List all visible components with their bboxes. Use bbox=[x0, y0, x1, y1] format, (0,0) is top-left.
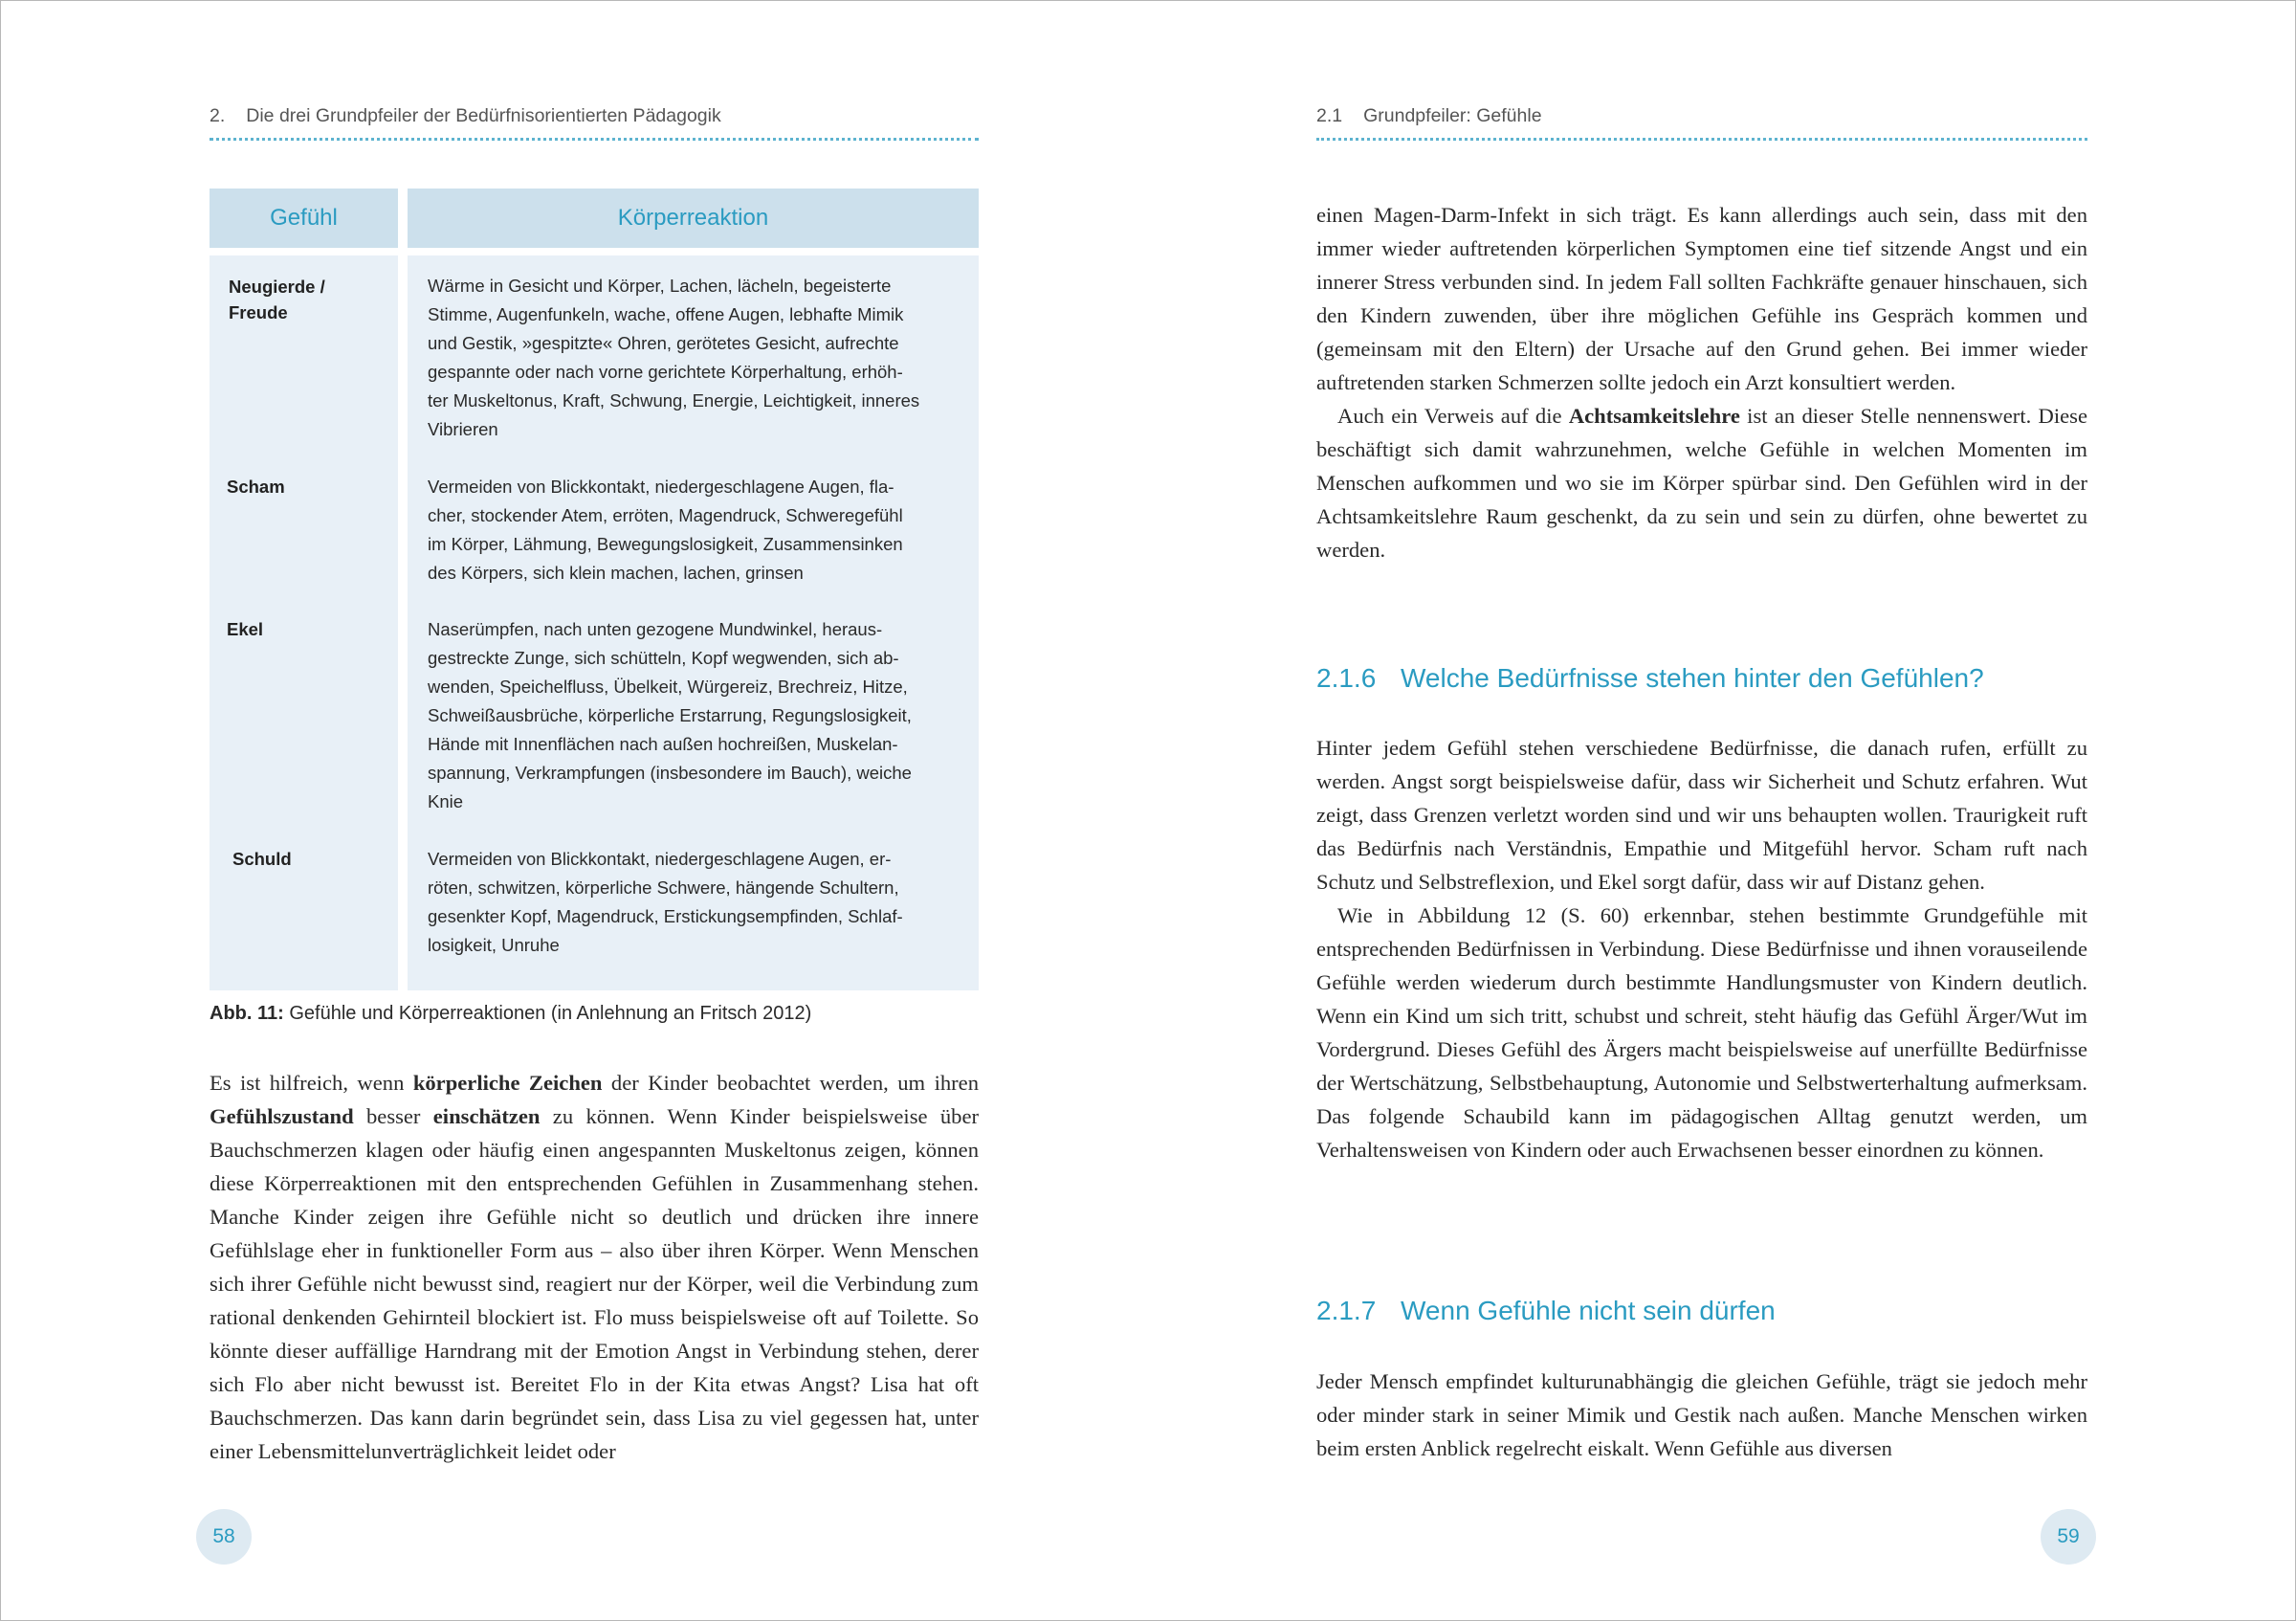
feeling-label: Schuld bbox=[232, 849, 292, 869]
table-row-label bbox=[227, 616, 389, 642]
table-row-text bbox=[428, 272, 963, 444]
body-text-middle bbox=[1316, 731, 2087, 1166]
paragraph bbox=[210, 1066, 979, 1468]
heading-number: 2.1.6 bbox=[1316, 663, 1377, 693]
reaction-line: cher, stockender Atem, erröten, Magendruck, Schweregefühl bbox=[428, 505, 903, 525]
left-page bbox=[210, 0, 979, 1621]
reaction-line: Stimme, Augenfunkeln, wache, offene Augen, lebhafte Mimik bbox=[428, 304, 904, 324]
body-paragraph-left bbox=[210, 1066, 979, 1468]
text-run: der Kinder beobachtet werden, um ihren bbox=[602, 1071, 979, 1095]
table-row-label bbox=[227, 474, 389, 500]
text-run: besser bbox=[353, 1104, 433, 1128]
caption-text: Gefühle und Körperreaktionen (in Anlehnung an Fritsch 2012) bbox=[289, 1003, 812, 1024]
reaction-line: gespannte oder nach vorne gerichtete Körperhaltung, erhöh- bbox=[428, 362, 903, 382]
heading-title: Welche Bedürfnisse stehen hinter den Gefühlen? bbox=[1401, 663, 1984, 693]
reaction-line: Vermeiden von Blickkontakt, niedergeschlagene Augen, er- bbox=[428, 849, 892, 869]
paragraph: Wie in Abbildung 12 (S. 60) erkennbar, stehen bestimmte Grundgefühle mit entsprechenden Bedürfnissen in Verbindung. Diese Bedürfnisse und ihnen vorauseilende Gefühle werden wiederum durch bestimmte Handlungsmuster von Kindern deutlich. Wenn ein Kind um sich tritt, schubst und schreit, steht häufig das Gefühl Ärger/Wut im Vordergrund. Dieses Gefühl des Ärgers macht beispielsweise auf unerfüllte Bedürfnisse der Wertschätzung, Selbstbehauptung, Autonomie und Selbstwerterhaltung aufmerksam. Das folgende Schaubild kann im pädagogischen Alltag genutzt werden, um Verhaltensweisen von Kindern oder auch Erwachsenen besser einordnen zu können. bbox=[1316, 903, 2087, 1162]
reaction-line: ter Muskeltonus, Kraft, Schwung, Energie, Leichtigkeit, inneres bbox=[428, 390, 920, 411]
running-head-right bbox=[1316, 105, 2087, 127]
section-number: 2.1 bbox=[1316, 105, 1343, 126]
table-row-text bbox=[428, 615, 963, 816]
heading-number: 2.1.7 bbox=[1316, 1296, 1377, 1325]
chapter-title: Die drei Grundpfeiler der Bedürfnisorientierten Pädagogik bbox=[246, 105, 721, 126]
reaction-line: im Körper, Lähmung, Bewegungslosigkeit, Zusammensinken bbox=[428, 534, 903, 554]
page-number-left: 58 bbox=[196, 1509, 252, 1565]
text-run: ist an dieser Stelle nennenswert. Diese beschäftigt sich damit wahrzunehmen, welche Gefühle in welchen Momenten im Menschen aufkommen und wo sie im Körper spürbar sind. Den Gefühlen wird in der Achtsamkeitslehre Raum geschenkt, da zu sein und sein zu dürfen, ohne bewertet zu werden. bbox=[1316, 404, 2087, 562]
table-row-label bbox=[229, 274, 391, 325]
paragraph: einen Magen-Darm-Infekt in sich trägt. Es kann allerdings auch sein, dass mit den immer wieder auftretenden körperlichen Symptomen eine tief sitzende Angst und ein innerer Stress verbunden sind. In jedem Fall sollten Fachkräfte genauer hinschauen, sich den Kindern zuwenden, über ihre möglichen Gefühle ins Gespräch kommen und (gemeinsam mit den Eltern) der Ursache auf den Grund gehen. Bei immer wieder auftretenden starken Schmerzen sollte jedoch ein Arzt konsultiert werden. bbox=[1316, 203, 2087, 394]
bold-term: Gefühlszustand bbox=[210, 1104, 354, 1128]
dotted-rule-right bbox=[1316, 138, 2087, 141]
bold-term: Achtsamkeitslehre bbox=[1568, 404, 1740, 428]
body-text-bottom bbox=[1316, 1365, 2087, 1465]
reaction-line: Hände mit Innenflächen nach außen hochreißen, Muskelan- bbox=[428, 734, 898, 754]
running-head-left bbox=[210, 105, 979, 127]
reaction-line: losigkeit, Unruhe bbox=[428, 935, 560, 955]
feelings-table bbox=[210, 189, 979, 990]
table-row-text bbox=[428, 473, 963, 588]
paragraph bbox=[1316, 399, 2087, 566]
page-number-right: 59 bbox=[2041, 1509, 2096, 1565]
reaction-line: gestreckte Zunge, sich schütteln, Kopf wegwenden, sich ab- bbox=[428, 648, 899, 668]
reaction-line: gesenkter Kopf, Magendruck, Erstickungsempfinden, Schlaf- bbox=[428, 906, 903, 926]
reaction-line: des Körpers, sich klein machen, lachen, grinsen bbox=[428, 563, 804, 583]
dotted-rule-left bbox=[210, 138, 979, 141]
reaction-line: Naserümpfen, nach unten gezogene Mundwinkel, heraus- bbox=[428, 619, 883, 639]
reaction-line: röten, schwitzen, körperliche Schwere, hängende Schultern, bbox=[428, 877, 899, 898]
table-header-body-reaction: Körperreaktion bbox=[408, 189, 979, 248]
reaction-line: Vibrieren bbox=[428, 419, 498, 439]
feeling-label: Ekel bbox=[227, 619, 264, 639]
paragraph: Hinter jedem Gefühl stehen verschiedene Bedürfnisse, die danach rufen, erfüllt zu werden. Angst sorgt beispielsweise dafür, dass wir Sicherheit und Schutz erfahren. Wut zeigt, dass Grenzen verletzt worden sind und wir uns behaupten wollen. Traurigkeit ruft das Bedürfnis nach Verständnis, Empathie und Mitgefühl hervor. Scham ruft nach Schutz und Selbstreflexion, und Ekel sorgt dafür, dass wir auf Distanz gehen. bbox=[1316, 736, 2087, 894]
table-row-label bbox=[232, 846, 395, 872]
body-text-top bbox=[1316, 198, 2087, 566]
text-run: Auch ein Verweis auf die bbox=[1337, 404, 1569, 428]
bold-term: einschätzen bbox=[432, 1104, 541, 1128]
reaction-line: spannung, Verkrampfungen (insbesondere im Bauch), weiche bbox=[428, 763, 912, 783]
table-row-text bbox=[428, 845, 963, 960]
table-header-feeling: Gefühl bbox=[210, 189, 398, 248]
paragraph: Jeder Mensch empfindet kulturunabhängig die gleichen Gefühle, trägt sie jedoch mehr oder minder stark in seiner Mimik und Gestik nach außen. Manche Menschen wirken beim ersten Anblick regelrecht eiskalt. Wenn Gefühle aus diversen bbox=[1316, 1369, 2087, 1460]
text-run: Es ist hilfreich, wenn bbox=[210, 1071, 413, 1095]
feeling-label: Freude bbox=[229, 302, 288, 322]
reaction-line: Schweißausbrüche, körperliche Erstarrung, Regungslosigkeit, bbox=[428, 705, 912, 725]
figure-caption bbox=[210, 1003, 979, 1025]
reaction-line: Vermeiden von Blickkontakt, niedergeschlagene Augen, fla- bbox=[428, 477, 894, 497]
feeling-label: Scham bbox=[227, 477, 285, 497]
reaction-line: Wärme in Gesicht und Körper, Lachen, lächeln, begeisterte bbox=[428, 276, 892, 296]
chapter-number: 2. bbox=[210, 105, 226, 126]
section-title: Grundpfeiler: Gefühle bbox=[1363, 105, 1542, 126]
heading-title: Wenn Gefühle nicht sein dürfen bbox=[1401, 1296, 1776, 1325]
heading-2-1-7 bbox=[1316, 1296, 1776, 1326]
reaction-line: Knie bbox=[428, 791, 464, 811]
text-run: zu können. Wenn Kinder beispielsweise über Bauchschmerzen klagen oder häufig einen angespannten Muskeltonus zeigen, können diese Körperreaktionen mit den entsprechenden Gefühlen in Zusammenhang stehen. Manche Kinder zeigen ihre Gefühle nicht so deutlich und drücken ihre innere Gefühlslage eher in funktioneller Form aus – also über ihren Körper. Wenn Menschen sich ihrer Gefühle nicht bewusst sind, reagiert nur der Körper, weil die Verbindung zum rational denkenden Gehirnteil blockiert ist. Flo muss beispielsweise oft auf Toilette. So könnte dieser auffällige Harndrang mit der Emotion Angst in Verbindung stehen, derer sich Flo aber nicht bewusst ist. Bereitet Flo in der Kita etwas Angst? Lisa hat oft Bauchschmerzen. Das kann darin begründet sein, dass Lisa zu viel gegessen hat, unter einer Lebensmittelunverträglichkeit leidet oder bbox=[210, 1104, 979, 1463]
reaction-line: und Gestik, »gespitzte« Ohren, gerötetes Gesicht, aufrechte bbox=[428, 333, 899, 353]
feeling-label: Neugierde / bbox=[229, 277, 325, 297]
right-page bbox=[1316, 0, 2087, 1621]
caption-label: Abb. 11: bbox=[210, 1003, 284, 1024]
reaction-line: wenden, Speichelfluss, Übelkeit, Würgereiz, Brechreiz, Hitze, bbox=[428, 677, 908, 697]
heading-2-1-6 bbox=[1316, 663, 1984, 694]
bold-term: körperliche Zeichen bbox=[412, 1071, 603, 1095]
